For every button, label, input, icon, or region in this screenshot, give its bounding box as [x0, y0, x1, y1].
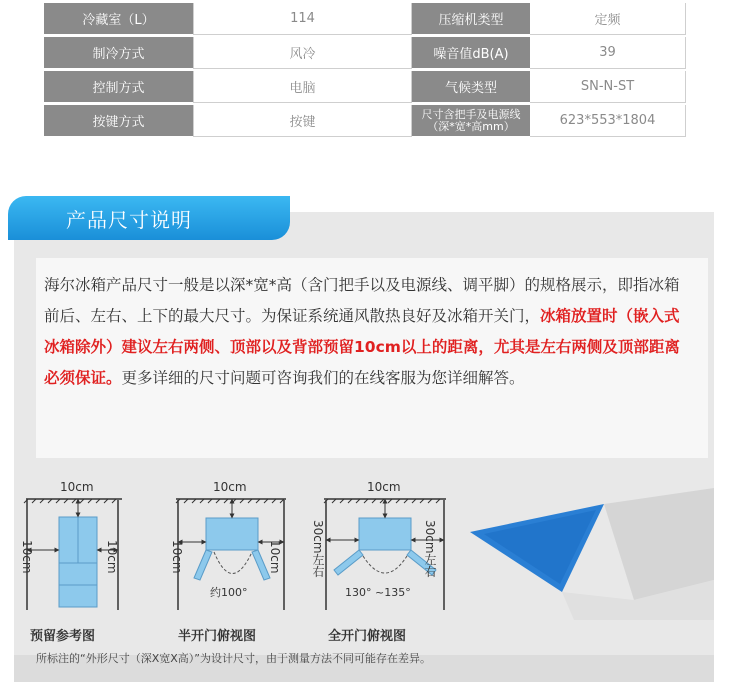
spec-label: 控制方式: [44, 71, 193, 103]
spec-value: SN-N-ST: [530, 71, 686, 103]
fridge-top: [359, 518, 411, 550]
desc-warning: 冰箱放置时（嵌入式冰箱除外）建议左右两侧、顶部以及背部预留10cm以上的距离，尤其是左右两侧及顶部距离必须保证。: [44, 307, 680, 387]
section-tab: 产品尺寸说明: [8, 196, 290, 240]
desc-part2: 更多详细的尺寸问题可咨询我们的在线客服为您详细解答。: [121, 369, 525, 387]
spec-value: 定频: [530, 3, 686, 35]
dim-top-label: 10cm: [60, 480, 94, 494]
spec-value: 39: [530, 37, 686, 69]
decorative-diamond: [470, 488, 714, 620]
dim-top-label: 10cm: [367, 480, 401, 494]
dim-right-label: 10cm: [268, 540, 282, 574]
desc-part1: 海尔冰箱产品尺寸一般是以深*宽*高（含门把手以及电源线、调平脚）的规格展示，即指冰箱前后、左右、上下的最大尺寸。为保证系统通风散热良好及冰箱开关门，: [44, 276, 680, 325]
spec-label-size: [412, 105, 530, 137]
spec-value: 按键: [193, 105, 412, 137]
spec-label: 冷藏室（L）: [44, 3, 193, 35]
spec-label: 气候类型: [412, 71, 530, 103]
diagram-caption: 预留参考图: [30, 629, 96, 644]
spec-label: 噪音值dB(A): [412, 37, 530, 69]
spec-value: 电脑: [193, 71, 412, 103]
spec-label-line: 尺寸含把手及电源线: [421, 107, 521, 121]
spec-value: 风冷: [193, 37, 412, 69]
spec-label: 按键方式: [44, 105, 193, 137]
dim-top-label: 10cm: [213, 480, 247, 494]
spec-row: [44, 71, 686, 104]
diagram-caption: 全开门俯视图: [328, 629, 407, 644]
spec-value: 623*553*1804: [530, 105, 686, 137]
description-text: [44, 270, 684, 394]
dim-left-label: 30cm左右: [311, 520, 325, 578]
dim-left-label: 10cm: [170, 540, 184, 574]
fridge-top: [206, 518, 258, 550]
spec-label: 压缩机类型: [412, 3, 530, 35]
clearance-diagrams: [14, 460, 714, 682]
spec-label-line: （深*宽*高mm）: [427, 119, 515, 133]
spec-row: [44, 3, 686, 36]
spec-table: [44, 0, 686, 140]
dim-right-label: 30cm左右: [423, 520, 437, 578]
spec-label: 制冷方式: [44, 37, 193, 69]
dim-left-label: 10cm: [20, 540, 34, 574]
spec-row: [44, 37, 686, 70]
dim-right-label: 10cm: [105, 540, 119, 574]
door-angle-label: 约100°: [210, 586, 248, 599]
door-angle-label: 130° ~135°: [345, 586, 411, 599]
footnote: 所标注的“外形尺寸（深X宽X高）”为设计尺寸，由于测量方法不同可能存在差异。: [36, 652, 431, 665]
spec-value: 114: [193, 3, 412, 35]
spec-row: [44, 105, 686, 138]
diagram-caption: 半开门俯视图: [178, 629, 257, 644]
